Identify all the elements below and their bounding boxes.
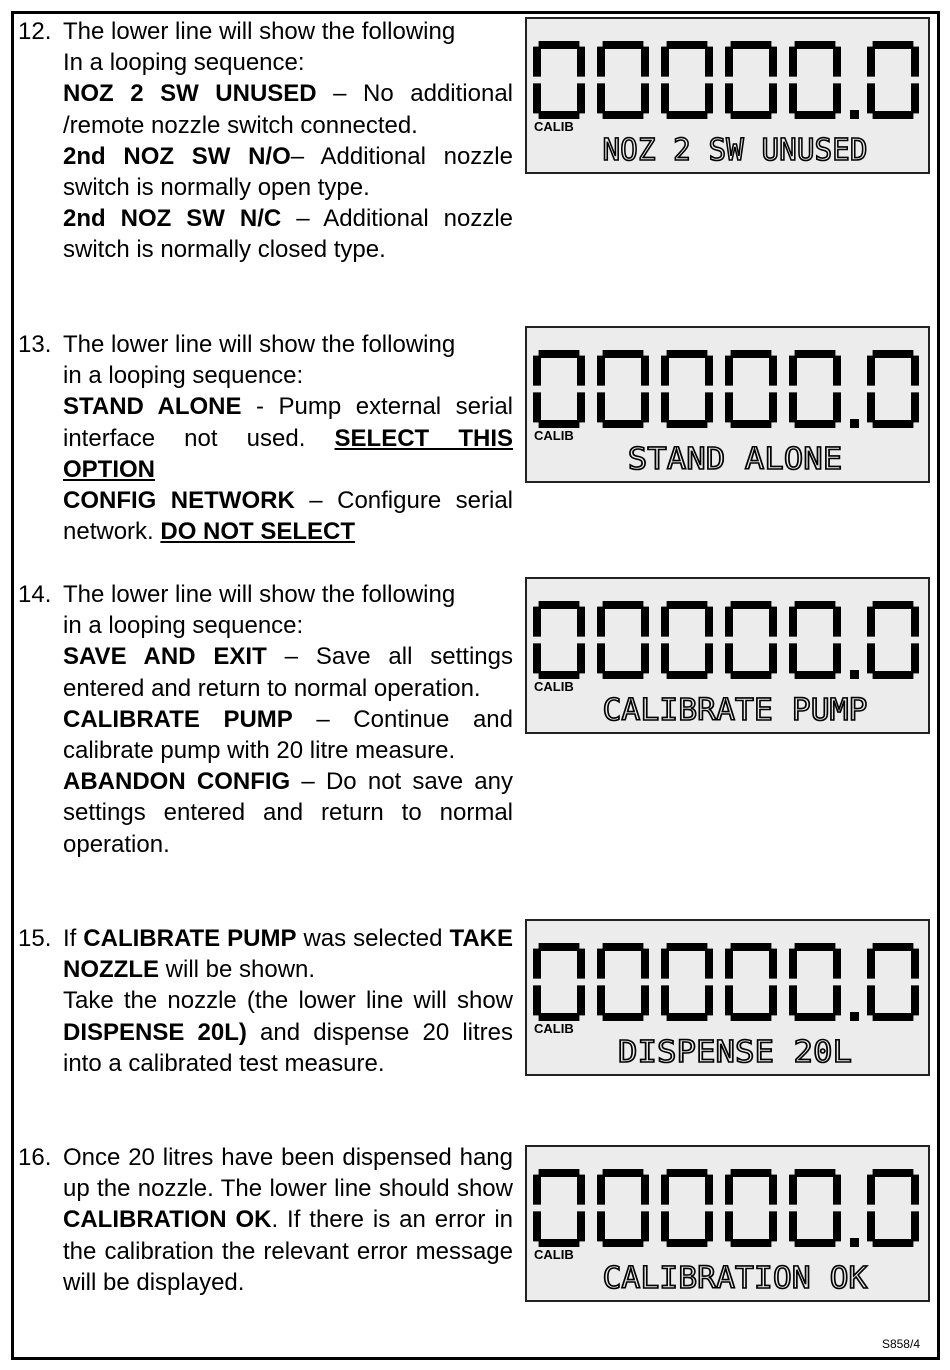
step-paragraph <box>63 641 513 703</box>
lcd-segments <box>527 1147 932 1304</box>
option-name: SAVE AND EXIT <box>63 643 267 671</box>
option-name: DISPENSE 20L) <box>63 1018 247 1046</box>
main-digit <box>871 605 915 675</box>
main-digit <box>601 605 645 675</box>
step-body <box>63 1142 513 1298</box>
step-12 <box>18 16 513 266</box>
lcd-display-calibrate-pump <box>525 577 930 734</box>
description-text: If <box>63 925 84 952</box>
emphasized-instruction: DO NOT SELECT <box>160 518 356 546</box>
lcd-display-calibration-ok <box>525 1145 930 1302</box>
step-paragraph <box>63 923 513 985</box>
step-15 <box>18 923 513 1079</box>
description-text: was selected <box>296 925 450 952</box>
description-text: – Do not save any settings entered and return to normal operation. <box>63 768 514 858</box>
main-digit <box>729 947 773 1017</box>
main-digit <box>537 354 581 424</box>
step-paragraph <box>63 203 513 265</box>
calib-indicator: CALIB <box>534 428 574 443</box>
step-paragraph <box>63 985 513 1079</box>
main-digit <box>537 947 581 1017</box>
description-text: in a looping sequence: <box>63 612 304 640</box>
main-digit <box>601 45 645 115</box>
lcd-segments <box>527 328 932 485</box>
main-digit <box>665 605 709 675</box>
main-digit <box>665 354 709 424</box>
description-text: – Save all settings entered and return to normal operation. <box>63 643 514 702</box>
lcd-segments <box>527 19 932 176</box>
description-text: and dispense 20 litres into a calibrated test measure. <box>63 1018 514 1077</box>
option-name: NOZ 2 SW UNUSED <box>63 80 317 108</box>
step-paragraph <box>63 47 513 78</box>
step-paragraph <box>63 360 513 391</box>
option-name: CALIBRATE PUMP <box>83 925 297 952</box>
step-number: 14. <box>18 581 52 608</box>
step-number: 12. <box>18 18 52 45</box>
description-text: Take the nozzle (the lower line will show <box>63 987 513 1015</box>
description-text: The lower line will show the following <box>63 18 456 45</box>
option-name: 2nd NOZ SW N/C <box>63 205 282 233</box>
step-body <box>63 923 513 1079</box>
step-paragraph <box>63 141 513 203</box>
description-text: – Additional nozzle switch is normally open type. <box>63 142 513 202</box>
main-digit <box>729 354 773 424</box>
main-digit <box>871 1173 915 1243</box>
lcd-lower-line: CALIBRATION OK <box>602 1261 868 1296</box>
lcd-lower-line: NOZ 2 SW UNUSED <box>602 133 868 168</box>
main-digit <box>793 45 837 115</box>
emphasized-instruction: SELECT THIS OPTION <box>63 424 513 483</box>
lcd-display-stand-alone <box>525 326 930 483</box>
description-text: In a looping sequence: <box>63 49 305 77</box>
option-name: TAKE NOZZLE <box>63 925 513 984</box>
description-text: in a looping sequence: <box>63 362 304 390</box>
step-16 <box>18 1142 513 1298</box>
calib-indicator: CALIB <box>534 679 574 694</box>
main-digit <box>537 45 581 115</box>
main-digit <box>601 1173 645 1243</box>
description-text: . If there is an error in the calibration the relevant error message will be displayed. <box>63 1206 514 1296</box>
decimal-point <box>850 110 859 119</box>
description-text: – Additional nozzle switch is normally closed type. <box>63 205 514 264</box>
option-name: CALIBRATION OK <box>63 1206 272 1234</box>
main-digit <box>871 354 915 424</box>
step-14 <box>18 579 513 860</box>
step-paragraph <box>63 485 513 547</box>
lcd-display-dispense <box>525 919 930 1076</box>
step-paragraph <box>63 391 513 485</box>
main-digit <box>793 605 837 675</box>
description-text: will be shown. <box>159 956 316 984</box>
main-digit <box>537 605 581 675</box>
description-text: Once 20 litres have been dispensed hang up the nozzle. The lower line should show <box>63 1144 513 1203</box>
decimal-point <box>850 419 859 428</box>
step-paragraph <box>63 579 513 610</box>
option-name: 2nd NOZ SW N/O <box>63 142 291 170</box>
lcd-display-noz2 <box>525 17 930 174</box>
description-text: – Configure serial network. <box>63 487 513 546</box>
main-digit <box>729 605 773 675</box>
calib-indicator: CALIB <box>534 1247 574 1262</box>
document-code: S858/4 <box>881 1337 920 1351</box>
main-digit <box>665 1173 709 1243</box>
step-13 <box>18 329 513 547</box>
step-paragraph <box>63 16 513 47</box>
step-paragraph <box>63 78 513 140</box>
step-body <box>63 16 513 266</box>
step-paragraph <box>63 610 513 641</box>
main-digit <box>665 947 709 1017</box>
decimal-point <box>850 1012 859 1021</box>
lcd-segments <box>527 921 932 1078</box>
step-paragraph <box>63 766 513 860</box>
main-digit <box>729 45 773 115</box>
calib-indicator: CALIB <box>534 119 574 134</box>
step-number: 13. <box>18 331 52 358</box>
step-number: 16. <box>18 1144 52 1171</box>
main-digit <box>793 1173 837 1243</box>
step-paragraph <box>63 1142 513 1298</box>
step-paragraph <box>63 329 513 360</box>
lcd-lower-line: CALIBRATE PUMP <box>602 693 868 728</box>
main-digit <box>793 947 837 1017</box>
step-body <box>63 329 513 547</box>
calib-indicator: CALIB <box>534 1021 574 1036</box>
lcd-segments <box>527 579 932 736</box>
option-name: CALIBRATE PUMP <box>63 705 293 733</box>
main-digit <box>871 45 915 115</box>
main-digit <box>601 947 645 1017</box>
decimal-point <box>850 1238 859 1247</box>
step-body <box>63 579 513 860</box>
option-name: ABANDON CONFIG <box>63 768 291 796</box>
description-text: – Continue and calibrate pump with 20 litre measure. <box>63 705 513 765</box>
step-paragraph <box>63 704 513 766</box>
decimal-point <box>850 670 859 679</box>
main-digit <box>793 354 837 424</box>
main-digit <box>665 45 709 115</box>
option-name: CONFIG NETWORK <box>63 487 295 515</box>
description-text: The lower line will show the following <box>63 581 456 608</box>
lcd-lower-line: STAND ALONE <box>627 442 843 477</box>
main-digit <box>871 947 915 1017</box>
lcd-lower-line: DISPENSE 20L <box>618 1035 852 1070</box>
main-digit <box>729 1173 773 1243</box>
step-number: 15. <box>18 925 52 952</box>
main-digit <box>537 1173 581 1243</box>
description-text: - Pump external serial interface not used. <box>63 393 513 452</box>
description-text: The lower line will show the following <box>63 331 456 358</box>
description-text: – No additional /remote nozzle switch connected. <box>63 80 514 139</box>
main-digit <box>601 354 645 424</box>
option-name: STAND ALONE <box>63 393 242 421</box>
